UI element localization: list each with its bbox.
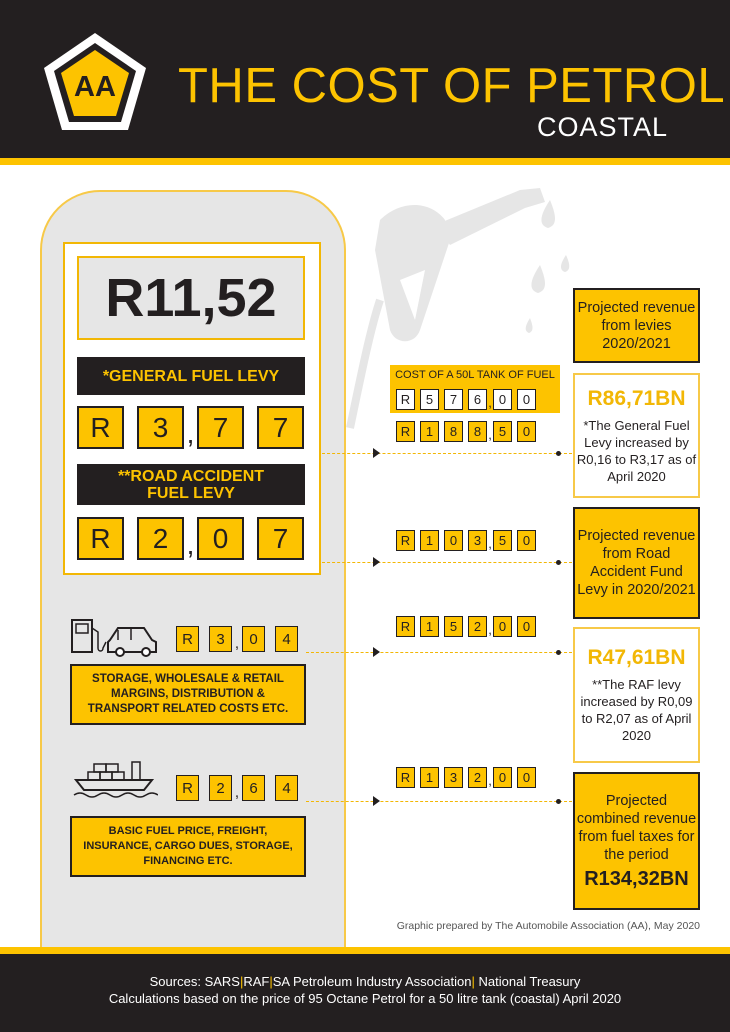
arrow-icon xyxy=(373,796,380,806)
calculation-note: Calculations based on the price of 95 Octane Petrol for a 50 litre tank (coastal) April 2020 xyxy=(108,991,622,1006)
combined-projection-box xyxy=(573,772,700,910)
digit: 0 xyxy=(493,389,512,410)
digit: 3 xyxy=(209,626,232,652)
footer-divider xyxy=(0,947,730,954)
digit: 0 xyxy=(493,767,512,788)
raf-projection-box xyxy=(573,507,700,619)
page-title: THE COST OF PETROL xyxy=(178,59,726,113)
connector-line xyxy=(322,562,572,563)
digit: 1 xyxy=(420,421,439,442)
source-item: RAF xyxy=(243,974,270,989)
margins-amount: R 3 , 0 4 xyxy=(176,626,298,652)
connector-dot xyxy=(556,560,561,565)
tank-margins-digits: R 1 5 2 , 0 0 xyxy=(396,616,536,637)
digit: R xyxy=(396,616,415,637)
connector-dot xyxy=(556,650,561,655)
total-price: R11,52 xyxy=(77,256,305,340)
digit: 1 xyxy=(420,767,439,788)
levies-amount: R86,71BN xyxy=(587,386,686,410)
digit: 7 xyxy=(257,406,304,449)
basic-fuel-description: BASIC FUEL PRICE, FREIGHT, INSURANCE, CARGO DUES, STORAGE, FINANCING ETC. xyxy=(70,816,306,877)
digit: 7 xyxy=(444,389,463,410)
digit: R xyxy=(176,626,199,652)
digit: 5 xyxy=(493,421,512,442)
source-item: National Treasury xyxy=(478,974,581,989)
digit: 0 xyxy=(517,389,536,410)
digit: 4 xyxy=(275,626,298,652)
cargo-ship-icon xyxy=(72,758,158,800)
tank-raf-levy-digits: R 1 0 3 , 5 0 xyxy=(396,530,536,551)
general-fuel-levy-amount: R 3 , 7 7 xyxy=(77,406,304,449)
digit: 8 xyxy=(468,421,487,442)
road-accident-fuel-levy-amount: R 2 , 0 7 xyxy=(77,517,304,560)
digit: R xyxy=(77,517,124,560)
connector-dot xyxy=(556,451,561,456)
connector-line xyxy=(306,652,572,653)
aa-logo xyxy=(40,30,150,134)
digit: 3 xyxy=(468,530,487,551)
combined-heading: Projected combined revenue from fuel taxes for the period xyxy=(576,792,697,863)
digit: 6 xyxy=(468,389,487,410)
connector-line xyxy=(322,453,572,454)
digit: 0 xyxy=(493,616,512,637)
logo-text: AA xyxy=(74,71,116,103)
digit: 2 xyxy=(468,767,487,788)
digit: 0 xyxy=(517,616,536,637)
source-item: SARS xyxy=(204,974,240,989)
raf-heading: Projected revenue from Road Accident Fund Levy in 2020/2021 xyxy=(577,528,696,598)
tank-basic-fuel-digits: R 1 3 2 , 0 0 xyxy=(396,767,536,788)
digit: R xyxy=(176,775,199,801)
connector-dot xyxy=(556,799,561,804)
road-accident-fuel-levy-label: **ROAD ACCIDENT FUEL LEVY xyxy=(77,464,305,505)
digit: 6 xyxy=(242,775,265,801)
tank-total-digits: R 5 7 6 , 0 0 xyxy=(396,389,536,410)
footer xyxy=(0,954,730,1032)
fuel-pump-car-icon xyxy=(70,614,158,658)
digit: 5 xyxy=(444,616,463,637)
digit: 3 xyxy=(137,406,184,449)
levies-projection-box xyxy=(573,288,700,363)
basic-fuel-amount: R 2 , 6 4 xyxy=(176,775,298,801)
digit: R xyxy=(396,389,415,410)
digit: 7 xyxy=(197,406,244,449)
levies-heading: Projected revenue from levies 2020/2021 xyxy=(577,299,696,352)
digit: 0 xyxy=(517,421,536,442)
digit: 5 xyxy=(493,530,512,551)
digit: 0 xyxy=(242,626,265,652)
arrow-icon xyxy=(373,557,380,567)
digit: R xyxy=(396,421,415,442)
digit: 0 xyxy=(444,530,463,551)
digit: 3 xyxy=(444,767,463,788)
digit: R xyxy=(396,530,415,551)
connector-line xyxy=(306,801,572,802)
sources-line: Sources: SARS|RAF|SA Petroleum Industry Association| National Treasury xyxy=(149,974,581,989)
digit: 5 xyxy=(420,389,439,410)
sources-label: Sources: xyxy=(149,974,201,989)
levies-amount-box xyxy=(573,373,700,498)
arrow-icon xyxy=(373,647,380,657)
general-fuel-levy-label: *GENERAL FUEL LEVY xyxy=(77,357,305,395)
source-item: SA Petroleum Industry Association xyxy=(272,974,472,989)
arrow-icon xyxy=(373,448,380,458)
page-subtitle: COASTAL xyxy=(536,112,668,142)
digit: 1 xyxy=(420,530,439,551)
raf-amount-box xyxy=(573,627,700,763)
digit: 2 xyxy=(137,517,184,560)
raf-note: **The RAF levy increased by R0,09 to R2,07 as of April 2020 xyxy=(580,677,693,743)
credit-text: Graphic prepared by The Automobile Association (AA), May 2020 xyxy=(396,920,700,932)
digit: 2 xyxy=(468,616,487,637)
digit: 1 xyxy=(420,616,439,637)
digit: 8 xyxy=(444,421,463,442)
margins-description: STORAGE, WHOLESALE & RETAIL MARGINS, DISTRIBUTION & TRANSPORT RELATED COSTS ETC. xyxy=(70,664,306,725)
digit: 7 xyxy=(257,517,304,560)
tank-general-levy-digits: R 1 8 8 , 5 0 xyxy=(396,421,536,442)
digit: 0 xyxy=(197,517,244,560)
tank-cost-label: COST OF A 50L TANK OF FUEL xyxy=(395,369,555,381)
digit: 4 xyxy=(275,775,298,801)
digit: R xyxy=(396,767,415,788)
levies-note: *The General Fuel Levy increased by R0,16 to R3,17 as of April 2020 xyxy=(576,417,697,484)
header-banner xyxy=(0,0,730,158)
combined-amount: R134,32BN xyxy=(584,867,689,890)
digit: 0 xyxy=(517,767,536,788)
header-divider xyxy=(0,158,730,165)
digit: 0 xyxy=(517,530,536,551)
digit: R xyxy=(77,406,124,449)
digit: 2 xyxy=(209,775,232,801)
raf-amount: R47,61BN xyxy=(587,646,686,669)
